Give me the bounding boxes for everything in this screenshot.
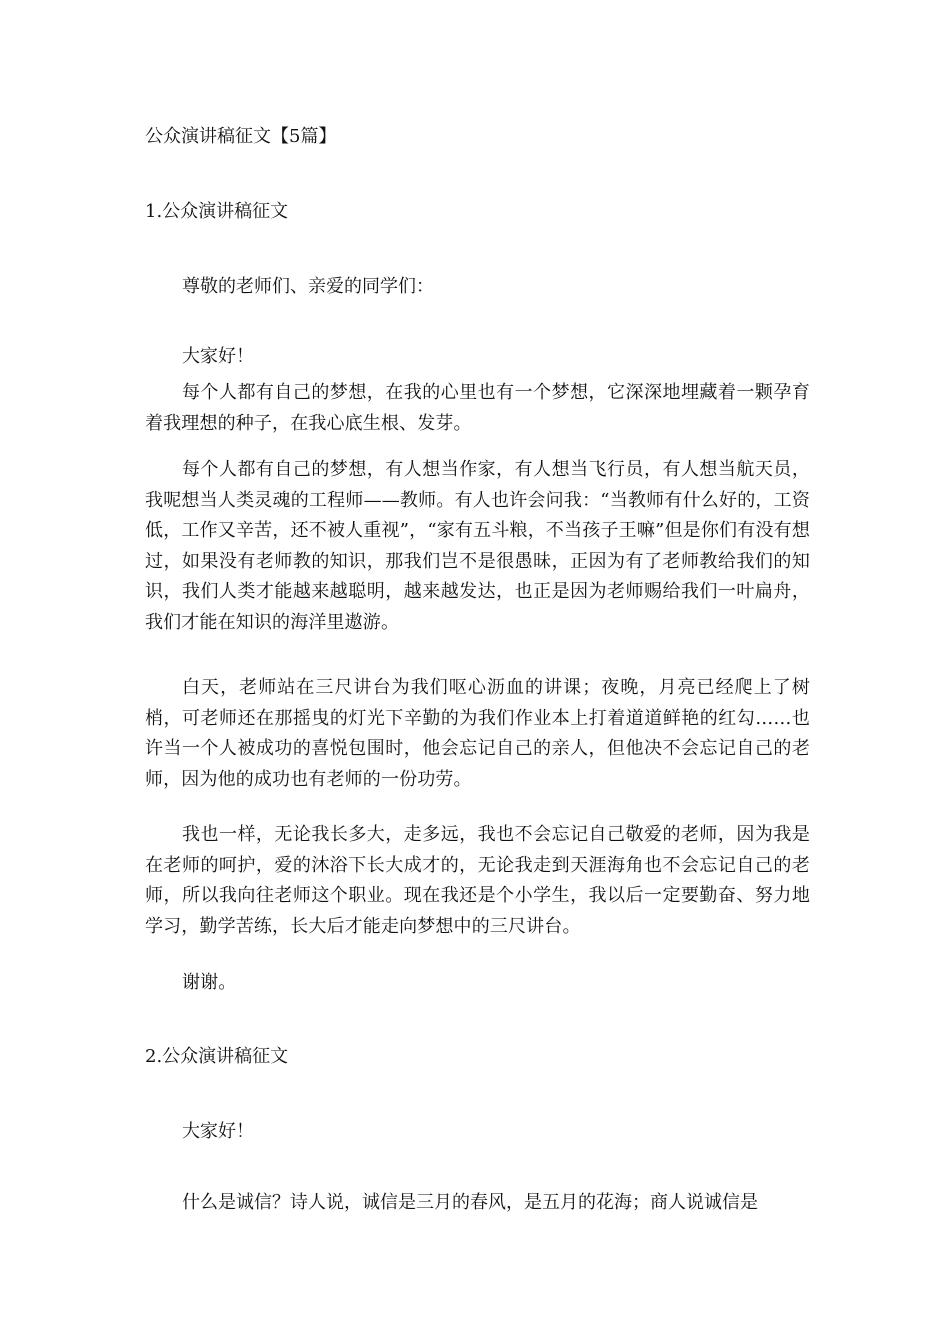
section-1-paragraph-4: 我也一样，无论我长多大，走多远，我也不会忘记自己敬爱的老师，因为我是在老师的呵护，爱的沐浴下长大成才的，无论我走到天涯海角也不会忘记自己的老师，所以我向往老师这个职业。现在我还是个小学生，我以后一定要勤奋、努力地学习，勤学苦练，长大后才能走向梦想中的三尺讲台。	[145, 824, 810, 937]
section-1-paragraph-3: 白天，老师站在三尺讲台为我们呕心沥血的讲课；夜晚，月亮已经爬上了树梢，可老师还在那摇曳的灯光下辛勤的为我们作业本上打着道道鲜艳的红勾……也许当一个人被成功的喜悦包围时，他会忘记自己的亲人，但他决不会忘记自己的老师，因为他的成功也有老师的一份功劳。	[145, 677, 810, 790]
section-1-salutation: 尊敬的老师们、亲爱的同学们：	[182, 276, 434, 297]
section-1-greeting: 大家好！	[182, 346, 254, 367]
section-2-paragraph-start: 什么是诚信？诗人说，诚信是三月的春风，是五月的花海；商人说诚信是	[182, 1192, 758, 1213]
section-2-heading: 2.公众演讲稿征文	[145, 1046, 289, 1067]
section-2-greeting: 大家好！	[182, 1121, 254, 1142]
document-title: 公众演讲稿征文【5篇】	[145, 126, 337, 147]
section-1-closing: 谢谢。	[182, 972, 237, 993]
section-1-paragraph-1: 每个人都有自己的梦想，在我的心里也有一个梦想，它深深地埋藏着一颗孕育着我理想的种子，在我心底生根、发芽。	[145, 382, 810, 434]
section-1-paragraph-2: 每个人都有自己的梦想，有人想当作家，有人想当飞行员，有人想当航天员，我呢想当人类灵魂的工程师——教师。有人也许会问我：“当教师有什么好的，工资低，工作又辛苦，还不被人重视”，“家有五斗粮，不当孩子王嘛”但是你们有没有想过，如果没有老师教的知识，那我们岂不是很愚昧，正因为有了老师教给我们的知识，我们人类才能越来越聪明，越来越发达，也正是因为老师赐给我们一叶扁舟，我们才能在知识的海洋里遨游。	[145, 459, 810, 633]
section-1-heading: 1.公众演讲稿征文	[145, 201, 289, 222]
